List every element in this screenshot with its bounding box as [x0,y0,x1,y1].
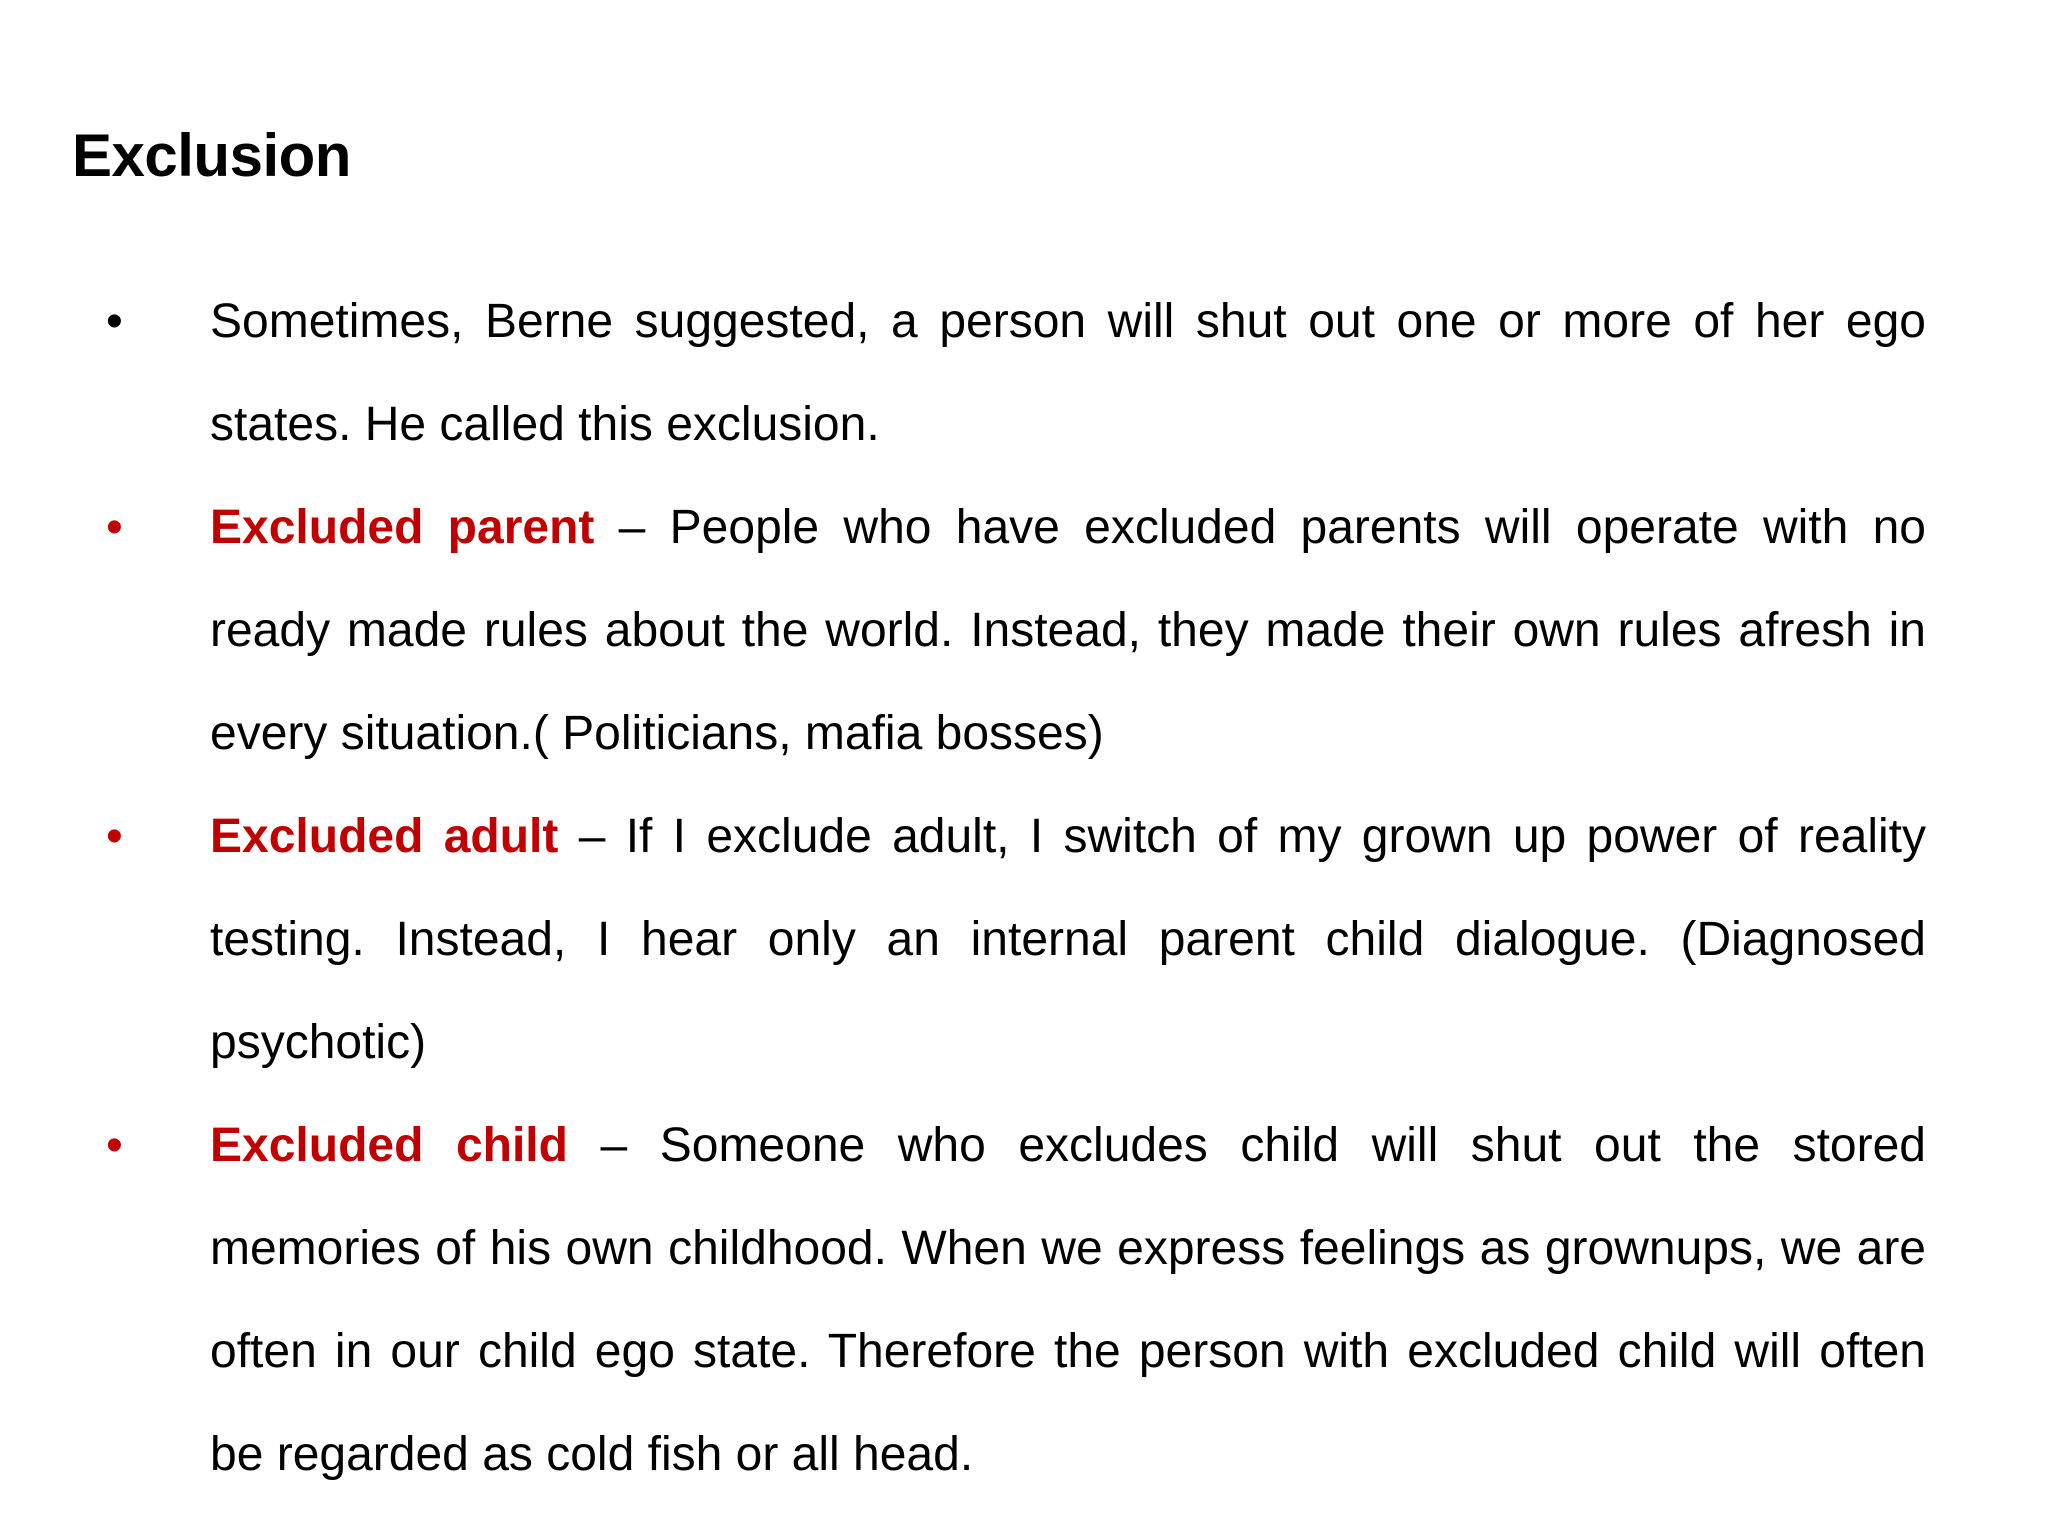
bullet-item-intro [0,270,2048,476]
bullet-icon: • [106,501,123,554]
term-excluded-child: Excluded child [210,1119,568,1172]
bullet-icon: • [106,1119,123,1172]
bullet-text [210,1094,1926,1506]
bullet-body: – People who have excluded parents will operate with no ready made rules about the world. Instead, they made their own rules afresh in every situation.( Politicians, mafia bosses) [210,501,1926,760]
term-excluded-parent: Excluded parent [210,501,595,554]
bullet-icon: • [106,810,123,863]
bullet-text [210,785,1926,1094]
bullet-icon: • [106,295,123,348]
bullet-body: – Someone who excludes child will shut out the stored memories of his own childhood. When we express feelings as grownups, we are often in our child ego state. Therefore the person with excluded child will often be regarded as cold fish or all head. [210,1119,1926,1481]
bullet-text [210,270,1926,476]
bullet-item-excluded-child [0,1094,2048,1506]
bullet-body: Sometimes, Berne suggested, a person will shut out one or more of her ego states. He called this exclusion. [210,295,1926,451]
bullet-list [0,270,2048,1506]
slide-title: Exclusion [72,122,351,189]
bullet-text [210,476,1926,785]
term-excluded-adult: Excluded adult [210,810,559,863]
bullet-body: – If I exclude adult, I switch of my grown up power of reality testing. Instead, I hear only an internal parent child dialogue. (Diagnosed psychotic) [210,810,1926,1069]
bullet-item-excluded-adult [0,785,2048,1094]
bullet-item-excluded-parent [0,476,2048,785]
